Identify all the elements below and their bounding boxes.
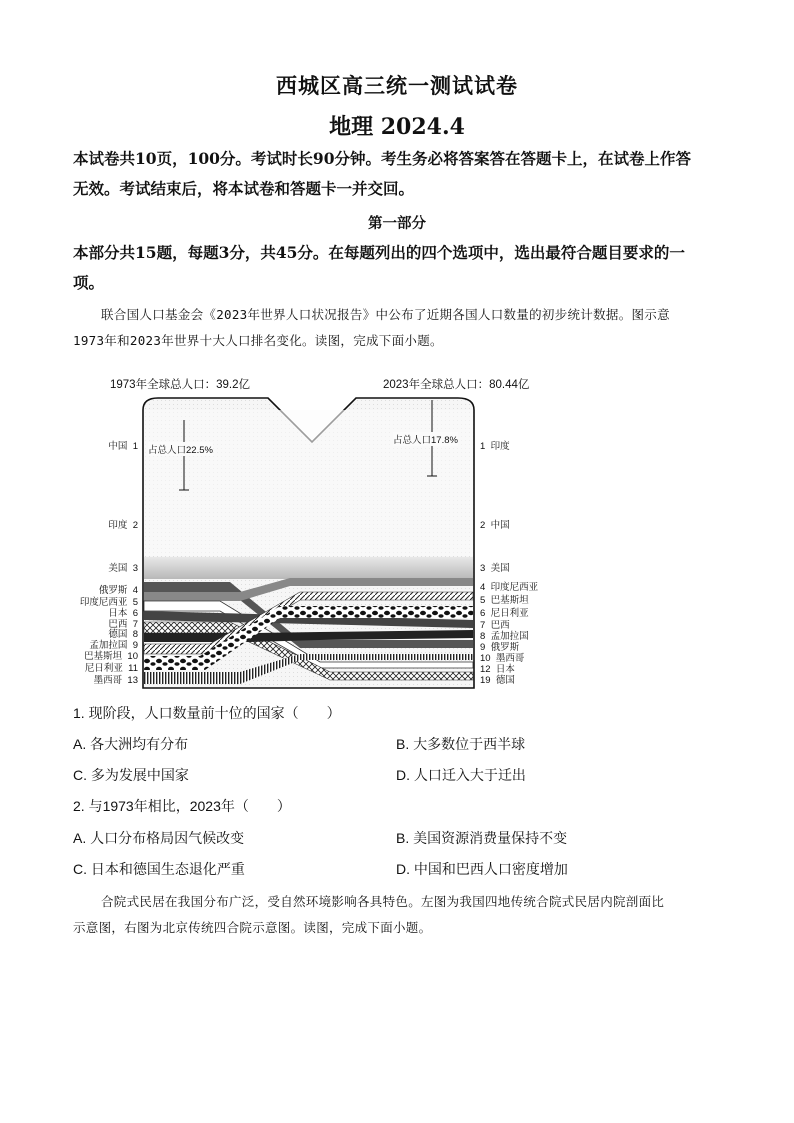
question-1-option-c[interactable]: C. 多为发展中国家 xyxy=(73,767,189,783)
left-rank-item: 巴西 7 xyxy=(108,619,138,630)
right-rank-item: 2 中国 xyxy=(480,520,510,531)
left-rank-item: 尼日利亚 11 xyxy=(84,663,138,674)
question-1-option-a[interactable]: A. 各大洲均有分布 xyxy=(73,736,189,752)
question-1-option-b[interactable]: B. 大多数位于西半球 xyxy=(396,736,526,752)
question-2-stem: 2. 与1973年相比，2023年（ ） xyxy=(73,798,291,814)
population-rank-figure xyxy=(0,370,794,700)
left-total-label: 1973年全球总人口：39.2亿 xyxy=(110,379,250,391)
left-rank-item: 印度 2 xyxy=(108,520,138,531)
question-2-option-c[interactable]: C. 日本和德国生态退化严重 xyxy=(73,861,245,877)
intro-paragraph-2 xyxy=(73,889,723,941)
right-rank-item: 9 俄罗斯 xyxy=(480,642,520,653)
right-rank-item: 6 尼日利亚 xyxy=(480,608,529,619)
intro1-line-2: 1973年和2023年世界十大人口排名变化。读图，完成下面小题。 xyxy=(73,333,443,348)
intro-paragraph-1 xyxy=(73,302,723,354)
section-desc-line-1: 本部分共15题，每题3分，共45分。在每题列出的四个选项中，选出最符合题目要求的一 xyxy=(73,243,685,262)
exam-subtitle: 地理 2024.4 xyxy=(329,114,465,140)
question-1-stem: 1. 现阶段，人口数量前十位的国家（ ） xyxy=(73,705,341,721)
right-rank-item: 10 墨西哥 xyxy=(480,653,525,664)
right-rank-item: 5 巴基斯坦 xyxy=(480,595,529,606)
left-rank-item: 俄罗斯 4 xyxy=(98,585,138,596)
left-rank-item: 美国 3 xyxy=(108,563,138,574)
intro1-line-1: 联合国人口基金会《2023年世界人口状况报告》中公布了近期各国人口数量的初步统计数据。图示意 xyxy=(101,307,670,322)
right-rank-item: 7 巴西 xyxy=(480,620,510,631)
left-share-label: 占总人口22.5% xyxy=(148,442,213,456)
instructions xyxy=(73,144,723,204)
left-rank-item: 德国 8 xyxy=(108,629,138,640)
exam-title: 西城区高三统一测试试卷 xyxy=(276,73,518,98)
right-rank-item: 19 德国 xyxy=(480,675,515,686)
question-2-option-b[interactable]: B. 美国资源消费量保持不变 xyxy=(396,830,568,846)
section-title: 第一部分 xyxy=(368,215,426,232)
right-total-label: 2023年全球总人口：80.44亿 xyxy=(383,379,530,391)
intro2-line-2: 示意图，右图为北京传统四合院示意图。读图，完成下面小题。 xyxy=(73,920,432,935)
left-rank-item: 孟加拉国 9 xyxy=(89,640,138,651)
question-1-option-d[interactable]: D. 人口迁入大于迁出 xyxy=(396,767,526,783)
right-rank-item: 3 美国 xyxy=(480,563,510,574)
instructions-line-2: 无效。考试结束后，将本试卷和答题卡一并交回。 xyxy=(73,179,415,198)
section-desc-line-2: 项。 xyxy=(73,273,105,292)
usa-band xyxy=(144,557,473,579)
left-rank-item: 墨西哥 13 xyxy=(93,675,138,686)
left-rank-item: 巴基斯坦 10 xyxy=(84,651,138,662)
left-rank-item: 中国 1 xyxy=(108,441,138,452)
intro2-line-1: 合院式民居在我国分布广泛，受自然环境影响各具特色。左图为我国四地传统合院式民居内院剖面比 xyxy=(101,894,665,909)
right-rank-item: 8 孟加拉国 xyxy=(480,631,529,642)
right-rank-item: 1 印度 xyxy=(480,441,510,452)
left-rank-item: 日本 6 xyxy=(108,608,138,619)
right-rank-item: 4 印度尼西亚 xyxy=(480,582,539,593)
right-share-label: 占总人口17.8% xyxy=(393,432,458,446)
instructions-line-1: 本试卷共10页，100分。考试时长90分钟。考生务必将答案答在答题卡上，在试卷上作答 xyxy=(73,149,691,168)
section-desc xyxy=(73,238,723,298)
left-rank-item: 印度尼西亚 5 xyxy=(79,597,138,608)
question-2-option-a[interactable]: A. 人口分布格局因气候改变 xyxy=(73,830,245,846)
question-2-option-d[interactable]: D. 中国和巴西人口密度增加 xyxy=(396,861,568,877)
right-rank-item: 12 日本 xyxy=(480,664,515,675)
